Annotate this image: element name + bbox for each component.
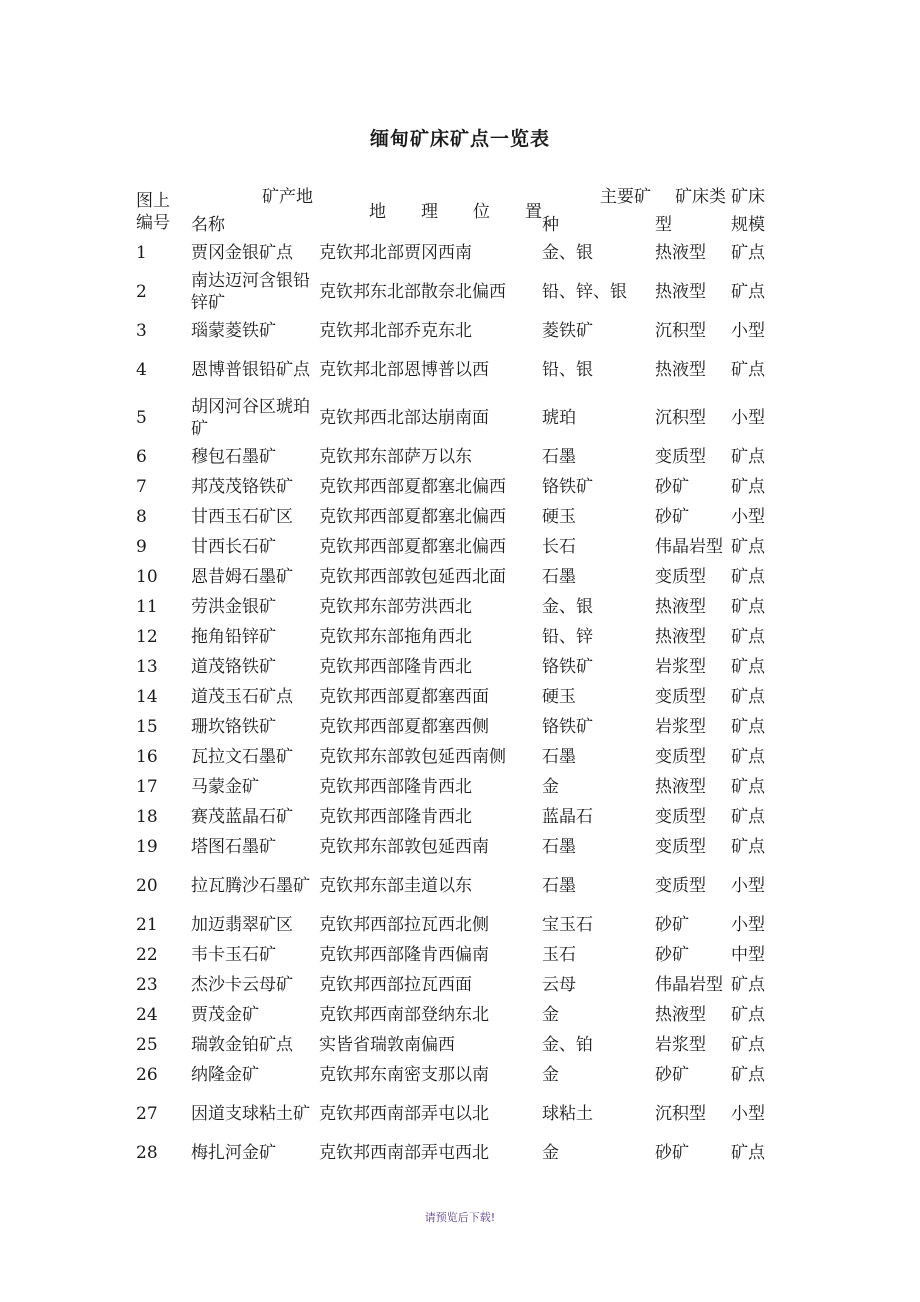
cell-mineral: 石墨 (542, 747, 576, 767)
table-row (136, 910, 776, 940)
cell-type: 变质型 (655, 837, 706, 857)
mine-table (136, 186, 776, 1168)
cell-scale: 矿点 (731, 807, 765, 827)
cell-name: 瑞敦金铂矿点 (191, 1035, 293, 1055)
table-row (136, 1138, 776, 1168)
cell-scale: 矿点 (731, 837, 765, 857)
cell-scale: 矿点 (731, 537, 765, 557)
header-scale: 矿床 规模 (731, 187, 765, 235)
page-title: 缅甸矿床矿点一览表 (369, 128, 550, 150)
cell-mineral: 球粘土 (542, 1104, 593, 1124)
cell-mineral: 铬铁矿 (542, 477, 593, 497)
footer-note: 请预览后下载! (424, 1211, 496, 1224)
cell-name: 瓦拉文石墨矿 (191, 747, 293, 767)
cell-type: 岩浆型 (655, 1035, 706, 1055)
cell-num: 9 (136, 537, 147, 557)
table-row (136, 1060, 776, 1090)
cell-name: 马蒙金矿 (191, 777, 259, 797)
table-row (136, 772, 776, 802)
cell-num: 18 (136, 807, 158, 827)
table-row (136, 346, 776, 394)
cell-num: 15 (136, 717, 158, 737)
cell-location: 克钦邦西部隆肯西北 (319, 807, 472, 827)
cell-location: 克钦邦东部敦包延西南侧 (319, 747, 506, 767)
cell-name: 邦茂茂铬铁矿 (191, 477, 293, 497)
table-row (136, 712, 776, 742)
table-row (136, 652, 776, 682)
cell-mineral: 铅、锌、银 (542, 282, 627, 302)
cell-location: 克钦邦西南部登纳东北 (319, 1005, 489, 1025)
cell-mineral: 硬玉 (542, 507, 576, 527)
cell-name: 拖角铅锌矿 (191, 627, 276, 647)
table-row (136, 940, 776, 970)
cell-type: 砂矿 (655, 507, 689, 527)
cell-num: 16 (136, 747, 158, 767)
table-row (136, 832, 776, 862)
cell-mineral: 铅、银 (542, 360, 593, 380)
cell-mineral: 金、银 (542, 597, 593, 617)
cell-scale: 小型 (731, 321, 765, 341)
cell-location: 克钦邦西部拉瓦西北侧 (319, 915, 489, 935)
cell-type: 热液型 (655, 1005, 706, 1025)
cell-location: 克钦邦北部贾冈西南 (319, 243, 472, 263)
cell-num: 10 (136, 567, 158, 587)
cell-location: 克钦邦东部劳洪西北 (319, 597, 472, 617)
cell-scale: 矿点 (731, 975, 765, 995)
cell-scale: 小型 (731, 408, 765, 428)
cell-name: 穆包石墨矿 (191, 447, 276, 467)
cell-location: 克钦邦西部夏都塞西侧 (319, 717, 489, 737)
cell-name: 瑙蒙菱铁矿 (191, 321, 276, 341)
cell-mineral: 石墨 (542, 837, 576, 857)
cell-type: 沉积型 (655, 408, 706, 428)
cell-type: 沉积型 (655, 1104, 706, 1124)
cell-name: 塔图石墨矿 (191, 837, 276, 857)
cell-num: 20 (136, 876, 158, 896)
cell-name: 胡冈河谷区琥珀矿 (191, 397, 310, 439)
cell-scale: 矿点 (731, 282, 765, 302)
cell-num: 3 (136, 321, 147, 341)
cell-scale: 小型 (731, 915, 765, 935)
table-header-row (136, 186, 776, 238)
cell-type: 砂矿 (655, 477, 689, 497)
cell-type: 砂矿 (655, 945, 689, 965)
cell-num: 6 (136, 447, 147, 467)
cell-mineral: 石墨 (542, 447, 576, 467)
header-type: 矿床类 型 (655, 187, 726, 235)
table-row (136, 682, 776, 712)
cell-location: 克钦邦西部拉瓦西面 (319, 975, 472, 995)
cell-scale: 矿点 (731, 243, 765, 263)
cell-num: 7 (136, 477, 147, 497)
cell-mineral: 琥珀 (542, 408, 576, 428)
cell-scale: 小型 (731, 507, 765, 527)
cell-type: 伟晶岩型 (655, 537, 723, 557)
cell-type: 变质型 (655, 747, 706, 767)
cell-location: 克钦邦东南密支那以南 (319, 1065, 489, 1085)
cell-type: 沉积型 (655, 321, 706, 341)
cell-name: 贾茂金矿 (191, 1005, 259, 1025)
cell-mineral: 蓝晶石 (542, 807, 593, 827)
cell-type: 岩浆型 (655, 657, 706, 677)
cell-scale: 矿点 (731, 1143, 765, 1163)
cell-location: 克钦邦东部敦包延西南 (319, 837, 489, 857)
table-row (136, 442, 776, 472)
table-row (136, 592, 776, 622)
cell-num: 17 (136, 777, 158, 797)
cell-scale: 矿点 (731, 360, 765, 380)
cell-name: 道茂玉石矿点 (191, 687, 293, 707)
cell-num: 21 (136, 915, 158, 935)
cell-scale: 矿点 (731, 477, 765, 497)
cell-scale: 小型 (731, 1104, 765, 1124)
cell-type: 砂矿 (655, 1065, 689, 1085)
cell-mineral: 硬玉 (542, 687, 576, 707)
cell-location: 克钦邦北部恩博普以西 (319, 360, 489, 380)
cell-location: 克钦邦东部圭道以东 (319, 876, 472, 896)
cell-name: 加迈翡翠矿区 (191, 915, 293, 935)
cell-type: 变质型 (655, 876, 706, 896)
cell-num: 24 (136, 1005, 158, 1025)
cell-num: 28 (136, 1143, 158, 1163)
cell-mineral: 石墨 (542, 567, 576, 587)
cell-mineral: 金 (542, 1065, 559, 1085)
cell-mineral: 宝玉石 (542, 915, 593, 935)
table-row (136, 562, 776, 592)
cell-location: 克钦邦西部夏都塞西面 (319, 687, 489, 707)
cell-name: 梅扎河金矿 (191, 1143, 276, 1163)
cell-type: 砂矿 (655, 1143, 689, 1163)
cell-scale: 矿点 (731, 567, 765, 587)
cell-num: 2 (136, 282, 147, 302)
header-num: 图上 编号 (136, 191, 170, 233)
cell-location: 克钦邦西部夏都塞北偏西 (319, 477, 506, 497)
cell-scale: 矿点 (731, 717, 765, 737)
cell-location: 克钦邦西南部弄屯西北 (319, 1143, 489, 1163)
cell-type: 热液型 (655, 243, 706, 263)
cell-scale: 小型 (731, 876, 765, 896)
cell-location: 克钦邦西南部弄屯以北 (319, 1104, 489, 1124)
cell-num: 27 (136, 1104, 158, 1124)
cell-name: 珊坎铬铁矿 (191, 717, 276, 737)
cell-type: 热液型 (655, 597, 706, 617)
cell-num: 4 (136, 360, 147, 380)
cell-scale: 矿点 (731, 657, 765, 677)
cell-name: 恩昔姆石墨矿 (191, 567, 293, 587)
cell-name: 因道支球粘土矿 (191, 1104, 310, 1124)
table-row (136, 472, 776, 502)
table-row (136, 1000, 776, 1030)
cell-name: 甘西玉石矿区 (191, 507, 293, 527)
cell-scale: 矿点 (731, 747, 765, 767)
cell-mineral: 金 (542, 1143, 559, 1163)
cell-num: 12 (136, 627, 158, 647)
cell-location: 克钦邦东部拖角西北 (319, 627, 472, 647)
cell-location: 实皆省瑞敦南偏西 (319, 1035, 455, 1055)
cell-mineral: 云母 (542, 975, 576, 995)
cell-mineral: 玉石 (542, 945, 576, 965)
cell-name: 道茂铬铁矿 (191, 657, 276, 677)
cell-scale: 矿点 (731, 1035, 765, 1055)
cell-location: 克钦邦西部隆肯西北 (319, 777, 472, 797)
cell-name: 劳洪金银矿 (191, 597, 276, 617)
header-location: 地理位置 (369, 202, 542, 222)
cell-location: 克钦邦西部夏都塞北偏西 (319, 507, 506, 527)
cell-name: 杰沙卡云母矿 (191, 975, 293, 995)
table-body (136, 238, 776, 1168)
cell-type: 岩浆型 (655, 717, 706, 737)
cell-name: 拉瓦腾沙石墨矿 (191, 876, 310, 896)
cell-num: 11 (136, 597, 158, 617)
cell-type: 热液型 (655, 360, 706, 380)
table-row (136, 238, 776, 268)
cell-name: 纳隆金矿 (191, 1065, 259, 1085)
cell-scale: 矿点 (731, 1005, 765, 1025)
table-row (136, 622, 776, 652)
cell-scale: 矿点 (731, 687, 765, 707)
table-row (136, 316, 776, 346)
cell-mineral: 铅、锌 (542, 627, 593, 647)
cell-type: 变质型 (655, 687, 706, 707)
cell-name: 韦卡玉石矿 (191, 945, 276, 965)
cell-mineral: 铬铁矿 (542, 717, 593, 737)
cell-num: 8 (136, 507, 147, 527)
cell-name: 甘西长石矿 (191, 537, 276, 557)
table-row (136, 1030, 776, 1060)
cell-mineral: 石墨 (542, 876, 576, 896)
cell-type: 热液型 (655, 777, 706, 797)
cell-num: 5 (136, 408, 147, 428)
cell-num: 22 (136, 945, 158, 965)
cell-type: 变质型 (655, 807, 706, 827)
table-row (136, 394, 776, 442)
cell-mineral: 菱铁矿 (542, 321, 593, 341)
cell-num: 26 (136, 1065, 158, 1085)
cell-location: 克钦邦西部隆肯西偏南 (319, 945, 489, 965)
cell-mineral: 铬铁矿 (542, 657, 593, 677)
header-mineral: 主要矿 种 (542, 187, 651, 235)
cell-scale: 中型 (731, 945, 765, 965)
cell-mineral: 金 (542, 777, 559, 797)
cell-name: 恩博普银铅矿点 (191, 360, 310, 380)
cell-location: 克钦邦东部萨万以东 (319, 447, 472, 467)
table-row (136, 970, 776, 1000)
cell-location: 克钦邦西部隆肯西北 (319, 657, 472, 677)
table-row (136, 802, 776, 832)
cell-num: 13 (136, 657, 158, 677)
cell-type: 砂矿 (655, 915, 689, 935)
header-name: 矿产地 名称 (191, 187, 313, 235)
cell-location: 克钦邦西部夏都塞北偏西 (319, 537, 506, 557)
cell-num: 14 (136, 687, 158, 707)
cell-scale: 矿点 (731, 777, 765, 797)
cell-mineral: 金 (542, 1005, 559, 1025)
table-row (136, 1090, 776, 1138)
table-row (136, 502, 776, 532)
cell-location: 克钦邦东北部散奈北偏西 (319, 282, 506, 302)
cell-location: 克钦邦西北部达崩南面 (319, 408, 489, 428)
cell-mineral: 金、铂 (542, 1035, 593, 1055)
cell-type: 伟晶岩型 (655, 975, 723, 995)
cell-location: 克钦邦西部敦包延西北面 (319, 567, 506, 587)
cell-name: 赛茂蓝晶石矿 (191, 807, 293, 827)
cell-type: 热液型 (655, 627, 706, 647)
table-row (136, 268, 776, 316)
cell-num: 1 (136, 243, 147, 263)
cell-scale: 矿点 (731, 597, 765, 617)
cell-num: 23 (136, 975, 158, 995)
cell-type: 变质型 (655, 567, 706, 587)
cell-type: 变质型 (655, 447, 706, 467)
cell-num: 25 (136, 1035, 158, 1055)
cell-type: 热液型 (655, 282, 706, 302)
table-row (136, 532, 776, 562)
cell-mineral: 金、银 (542, 243, 593, 263)
cell-mineral: 长石 (542, 537, 576, 557)
cell-scale: 矿点 (731, 447, 765, 467)
cell-name: 贾冈金银矿点 (191, 243, 293, 263)
cell-num: 19 (136, 837, 158, 857)
cell-name: 南达迈河含银铅锌矿 (191, 271, 310, 313)
cell-scale: 矿点 (731, 627, 765, 647)
table-row (136, 862, 776, 910)
cell-scale: 矿点 (731, 1065, 765, 1085)
table-row (136, 742, 776, 772)
cell-location: 克钦邦北部乔克东北 (319, 321, 472, 341)
